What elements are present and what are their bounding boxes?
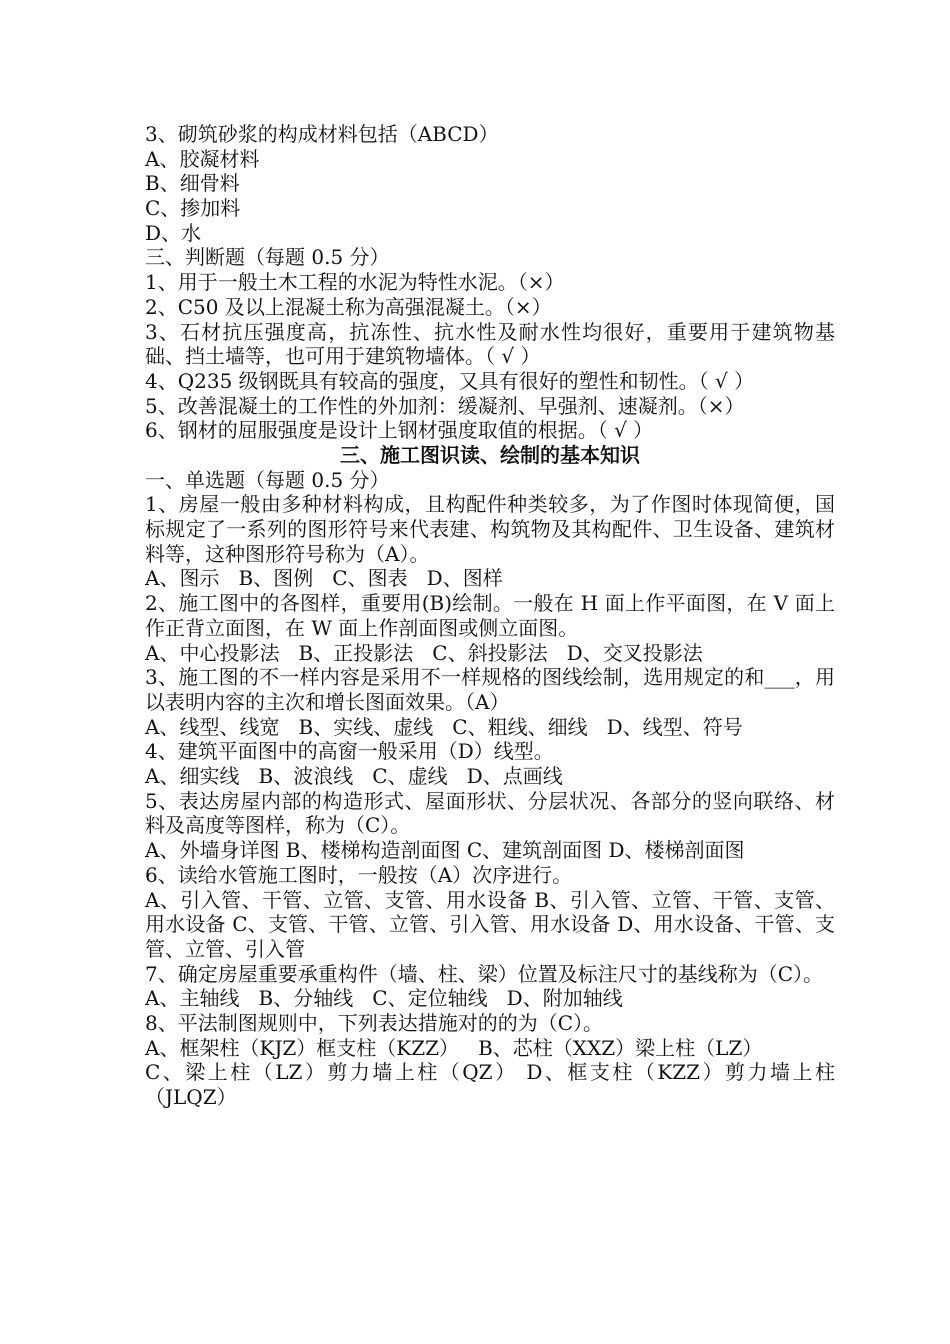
sc-question-2-options: A、中心投影法 B、正投影法 C、斜投影法 D、交叉投影法 [145,640,703,665]
sc-question-3-options: A、线型、线宽 B、实线、虚线 C、粗线、细线 D、线型、符号 [145,714,743,739]
tf-question-4: 4、Q235 级钢既具有较高的强度，又具有很好的塑性和韧性。（ √ ） [145,368,755,393]
tf-question-6: 6、钢材的屈服强度是设计上钢材强度取值的根据。（ √ ） [145,418,654,443]
sc-question-8: 8、平法制图规则中，下列表达措施对的的为（C）。 [145,1011,604,1036]
tf-question-1: 1、用于一般土木工程的水泥为特性水泥。（×） [145,270,565,295]
tf-question-2: 2、C50 及以上混凝土称为高强混凝土。（×） [145,294,552,319]
sc-question-6-options: A、引入管、干管、立管、支管、用水设备 B、引入管、立管、干管、支管、用水设备 C、支管、干管、立管、引入管、用水设备 D、用水设备、干管、支管、立管、引入管 [145,887,835,961]
sc-question-5: 5、表达房屋内部的构造形式、屋面形状、分层状况、各部分的竖向联络、材料及高度等图样，称为（C）。 [145,788,835,838]
sc-question-6: 6、读给水管施工图时，一般按（A）次序进行。 [145,862,573,887]
sc-question-8-options-ab: A、框架柱（KJZ）框支柱（KZZ） B、芯柱（XXZ）梁上柱（LZ） [145,1035,763,1060]
sc-question-4: 4、建筑平面图中的高窗一般采用（D）线型。 [145,739,554,764]
option-b: B、细骨料 [145,171,240,196]
sc-question-5-options: A、外墙身详图 B、楼梯构造剖面图 C、建筑剖面图 D、楼梯剖面图 [145,838,745,863]
sc-question-8-options-cd: C、梁上柱（LZ）剪力墙上柱（QZ） D、框支柱（KZZ）剪力墙上柱（JLQZ） [145,1060,835,1110]
sc-question-7-options: A、主轴线 B、分轴线 C、定位轴线 D、附加轴线 [145,986,623,1011]
q3-mortar-materials: 3、砌筑砂浆的构成材料包括（ABCD） [145,122,499,146]
option-c: C、掺加料 [145,196,241,221]
tf-question-5: 5、改善混凝土的工作性的外加剂：缓凝剂、早强剂、速凝剂。（×） [145,393,745,418]
sc-question-1-options: A、图示 B、图例 C、图表 D、图样 [145,566,503,591]
sc-question-4-options: A、细实线 B、波浪线 C、虚线 D、点画线 [145,764,563,789]
sc-question-1: 1、房屋一般由多种材料构成，且构配件种类较多，为了作图时体现简便，国标规定了一系列的图形符号来代表建、构筑物及其构配件、卫生设备、建筑材料等，这种图形符号称为（A）。 [145,492,835,566]
tf-question-3: 3、石材抗压强度高，抗冻性、抗水性及耐水性均很好，重要用于建筑物基础、挡土墙等，也可用于建筑物墙体。（ √ ） [145,319,835,369]
chapter-heading: 三、施工图识读、绘制的基本知识 [340,443,640,467]
option-a: A、胶凝材料 [145,146,260,171]
section-true-false-title: 三、判断题（每题 0.5 分） [145,245,390,270]
sc-question-7: 7、确定房屋重要承重构件（墙、柱、梁）位置及标注尺寸的基线称为（C）。 [145,961,824,986]
sc-question-3: 3、施工图的不一样内容是采用不一样规格的图线绘制，选用规定的和___，用以表明内容的主次和增长图面效果。（A） [145,665,835,714]
option-d: D、水 [145,220,202,245]
section-single-choice-title: 一、单选题（每题 0.5 分） [145,467,390,492]
sc-question-2: 2、施工图中的各图样，重要用(B)绘制。一般在 H 面上作平面图，在 V 面上作正背立面图，在 W 面上作剖面图或侧立面图。 [145,591,835,640]
document-page [145,122,835,1110]
